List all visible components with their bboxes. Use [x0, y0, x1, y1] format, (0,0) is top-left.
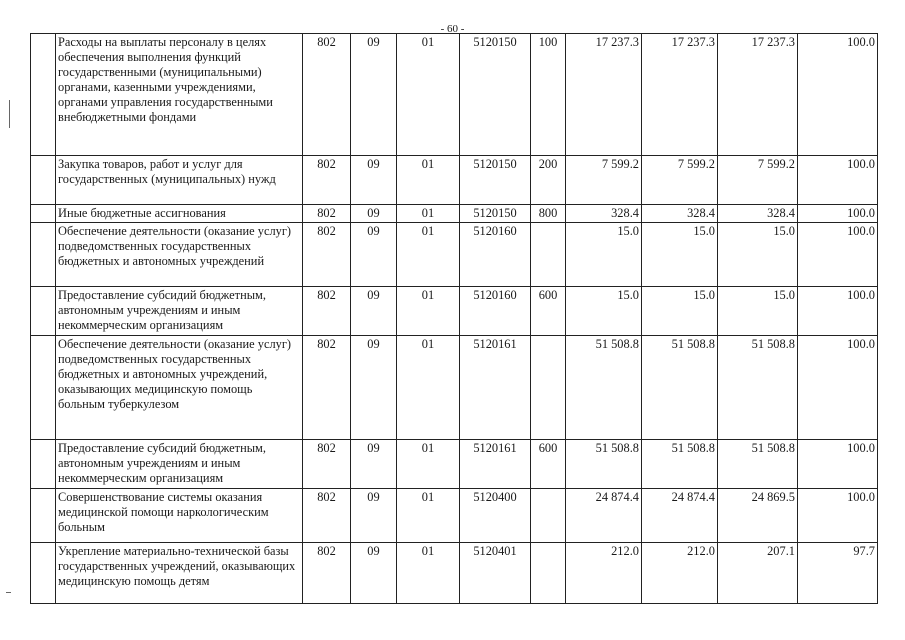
target-article-code: 5120400 [460, 489, 531, 543]
expense-type-code: 600 [531, 440, 566, 489]
ministry-code: 802 [303, 205, 351, 223]
expense-type-code: 100 [531, 34, 566, 156]
subsection-code: 01 [397, 156, 460, 205]
refined-amount: 7 599.2 [642, 156, 718, 205]
section-code: 09 [351, 440, 397, 489]
table-row [31, 543, 878, 604]
execution-percent: 100.0 [798, 34, 878, 156]
approved-amount: 15.0 [566, 223, 642, 287]
ministry-code: 802 [303, 489, 351, 543]
expense-type-code [531, 223, 566, 287]
section-code: 09 [351, 336, 397, 440]
refined-amount: 15.0 [642, 287, 718, 336]
table-row [31, 156, 878, 205]
expense-type-code: 600 [531, 287, 566, 336]
row-name: Совершенствование системы оказания медицинской помощи наркологическим больным [56, 489, 303, 543]
row-name: Расходы на выплаты персоналу в целях обеспечения выполнения функций государственными (муниципальными) органами, казенными учреждениями, органами управления государственными внебюджетными фондами [56, 34, 303, 156]
table-body [31, 34, 878, 604]
refined-amount: 15.0 [642, 223, 718, 287]
row-number-cell [31, 336, 56, 440]
subsection-code: 01 [397, 440, 460, 489]
approved-amount: 51 508.8 [566, 336, 642, 440]
target-article-code: 5120150 [460, 34, 531, 156]
row-number-cell [31, 205, 56, 223]
section-code: 09 [351, 156, 397, 205]
expense-type-code: 200 [531, 156, 566, 205]
row-number-cell [31, 34, 56, 156]
row-name: Обеспечение деятельности (оказание услуг) подведомственных государственных бюджетных и автономных учреждений [56, 223, 303, 287]
target-article-code: 5120160 [460, 287, 531, 336]
target-article-code: 5120161 [460, 440, 531, 489]
refined-amount: 328.4 [642, 205, 718, 223]
expense-type-code [531, 543, 566, 604]
ministry-code: 802 [303, 34, 351, 156]
ministry-code: 802 [303, 336, 351, 440]
ministry-code: 802 [303, 223, 351, 287]
row-name: Предоставление субсидий бюджетным, автономным учреждениям и иным некоммерческим организациям [56, 440, 303, 489]
approved-amount: 17 237.3 [566, 34, 642, 156]
execution-percent: 100.0 [798, 336, 878, 440]
row-number-cell [31, 440, 56, 489]
approved-amount: 24 874.4 [566, 489, 642, 543]
row-number-cell [31, 156, 56, 205]
execution-percent: 100.0 [798, 223, 878, 287]
approved-amount: 328.4 [566, 205, 642, 223]
expense-type-code [531, 489, 566, 543]
section-code: 09 [351, 287, 397, 336]
section-code: 09 [351, 543, 397, 604]
row-name: Закупка товаров, работ и услуг для государственных (муниципальных) нужд [56, 156, 303, 205]
ministry-code: 802 [303, 287, 351, 336]
approved-amount: 51 508.8 [566, 440, 642, 489]
row-name: Предоставление субсидий бюджетным, автономным учреждениям и иным некоммерческим организациям [56, 287, 303, 336]
target-article-code: 5120401 [460, 543, 531, 604]
approved-amount: 15.0 [566, 287, 642, 336]
target-article-code: 5120150 [460, 205, 531, 223]
subsection-code: 01 [397, 223, 460, 287]
subsection-code: 01 [397, 287, 460, 336]
row-number-cell [31, 489, 56, 543]
execution-percent: 97.7 [798, 543, 878, 604]
table-row [31, 440, 878, 489]
target-article-code: 5120160 [460, 223, 531, 287]
section-code: 09 [351, 489, 397, 543]
execution-percent: 100.0 [798, 440, 878, 489]
ministry-code: 802 [303, 440, 351, 489]
table-row [31, 223, 878, 287]
expense-type-code: 800 [531, 205, 566, 223]
expense-type-code [531, 336, 566, 440]
section-code: 09 [351, 34, 397, 156]
target-article-code: 5120150 [460, 156, 531, 205]
target-article-code: 5120161 [460, 336, 531, 440]
executed-amount: 17 237.3 [718, 34, 798, 156]
margin-mark [6, 592, 11, 593]
executed-amount: 328.4 [718, 205, 798, 223]
table-row [31, 336, 878, 440]
margin-mark [9, 100, 10, 128]
table-row [31, 205, 878, 223]
row-number-cell [31, 287, 56, 336]
executed-amount: 207.1 [718, 543, 798, 604]
execution-percent: 100.0 [798, 287, 878, 336]
table-row [31, 34, 878, 156]
table-row [31, 287, 878, 336]
refined-amount: 17 237.3 [642, 34, 718, 156]
execution-percent: 100.0 [798, 156, 878, 205]
budget-table [30, 33, 878, 604]
row-name: Укрепление материально-технической базы государственных учреждений, оказывающих медицинскую помощь детям [56, 543, 303, 604]
approved-amount: 212.0 [566, 543, 642, 604]
ministry-code: 802 [303, 156, 351, 205]
refined-amount: 51 508.8 [642, 440, 718, 489]
section-code: 09 [351, 205, 397, 223]
executed-amount: 15.0 [718, 287, 798, 336]
row-number-cell [31, 223, 56, 287]
refined-amount: 51 508.8 [642, 336, 718, 440]
executed-amount: 24 869.5 [718, 489, 798, 543]
subsection-code: 01 [397, 543, 460, 604]
refined-amount: 212.0 [642, 543, 718, 604]
subsection-code: 01 [397, 336, 460, 440]
section-code: 09 [351, 223, 397, 287]
subsection-code: 01 [397, 34, 460, 156]
page-number: - 60 - [440, 23, 465, 35]
executed-amount: 7 599.2 [718, 156, 798, 205]
executed-amount: 51 508.8 [718, 336, 798, 440]
row-name: Обеспечение деятельности (оказание услуг) подведомственных государственных бюджетных и автономных учреждений, оказывающих медицинскую помощь больным туберкулезом [56, 336, 303, 440]
executed-amount: 15.0 [718, 223, 798, 287]
execution-percent: 100.0 [798, 205, 878, 223]
subsection-code: 01 [397, 205, 460, 223]
refined-amount: 24 874.4 [642, 489, 718, 543]
subsection-code: 01 [397, 489, 460, 543]
row-name: Иные бюджетные ассигнования [56, 205, 303, 223]
ministry-code: 802 [303, 543, 351, 604]
row-number-cell [31, 543, 56, 604]
execution-percent: 100.0 [798, 489, 878, 543]
executed-amount: 51 508.8 [718, 440, 798, 489]
approved-amount: 7 599.2 [566, 156, 642, 205]
table-row [31, 489, 878, 543]
